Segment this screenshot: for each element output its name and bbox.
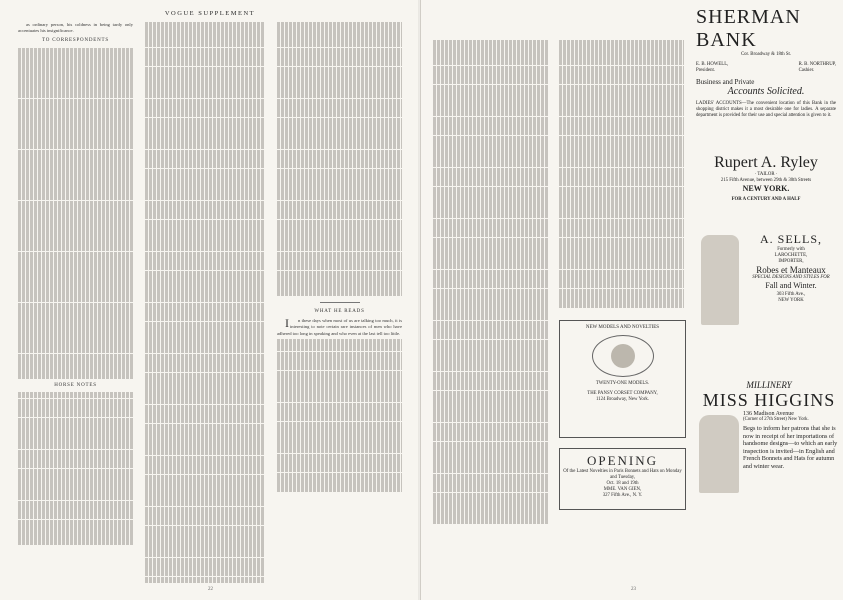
sherman-president: E. B. HOWELL, President. <box>696 62 729 73</box>
column-1 <box>18 22 133 545</box>
sherman-subtitle: Business and Private <box>696 78 755 86</box>
right-column-1 <box>433 40 548 525</box>
column-2 <box>145 22 265 583</box>
sells-line1: Formerly with <box>777 247 805 252</box>
sells-city: NEW YORK <box>778 298 804 303</box>
sherman-accounts: Accounts Solicited. <box>727 86 805 97</box>
novelties-title: NEW MODELS AND NOVELTIES <box>585 325 660 330</box>
novelties-company: THE PANSY CORSET COMPANY, <box>587 391 658 396</box>
opening-ad <box>559 448 686 510</box>
sells-line4: Robes et Manteaux <box>756 265 826 275</box>
ryley-city: NEW YORK. <box>742 184 790 193</box>
heading-horse-notes: HORSE NOTES <box>54 382 97 388</box>
opening-line2: Oct. 18 and 19th <box>606 481 639 486</box>
opening-line1: Of the Latest Novelties in Paris Bonnets and Hats on Monday and Tuesday, <box>563 469 682 480</box>
sherman-title: SHERMAN BANK <box>696 6 801 51</box>
higgins-ad <box>699 380 839 493</box>
novelties-address: 1124 Broadway, New York. <box>595 397 650 402</box>
sherman-bank-ad <box>696 6 836 119</box>
higgins-text: Begs to inform her patrons that she is now in receipt of her importations of handsome designs—to which an early inspection is invited—in English and French Bonnets and Hats for autumn and winter wear. <box>743 425 838 470</box>
sherman-cashier: R. B. NORTHRUP, Cashier. <box>798 62 836 73</box>
sells-line2: LAROCHETTE, <box>774 253 808 258</box>
ryley-trade: · TAILOR · <box>754 172 778 177</box>
heading-to-correspondents: TO CORRESPONDENTS <box>42 38 109 44</box>
hat-illustration <box>699 415 739 493</box>
sells-ad <box>743 232 839 304</box>
right-page <box>421 0 843 600</box>
sells-address: 303 Fifth Ave., <box>776 292 806 297</box>
column-3 <box>277 22 402 492</box>
sells-line6: Fall and Winter. <box>765 281 817 290</box>
sells-line3: IMPORTER, <box>778 259 804 264</box>
what-he-reads-start: In these days when most of us are talking too much, it is interesting to note certain rare instances of men who have adhered too long in speaking and who even at the last tell too little. <box>277 316 402 336</box>
heading-what-he-reads: WHAT HE READS <box>314 308 365 314</box>
higgins-label: MILLINERY <box>746 380 792 390</box>
higgins-sub: (Corner of 27th Street) New York. <box>743 417 809 422</box>
opening-title: OPENING <box>586 453 659 468</box>
opening-address: 327 Fifth Ave., N. Y. <box>602 493 643 498</box>
sells-line5: SPECIAL DESIGNS AND STYLES FOR <box>752 275 830 280</box>
novelties-ad <box>559 320 686 438</box>
opening-name: MME. VAN GIEN, <box>603 487 642 492</box>
ryley-ad <box>696 154 836 203</box>
sells-name: A. SELLS, <box>759 232 822 246</box>
right-column-2 <box>559 40 684 308</box>
running-head: VOGUE SUPPLEMENT <box>164 10 256 17</box>
ryley-name: Rupert A. Ryley <box>714 154 818 171</box>
right-page-number: 23 <box>631 587 636 592</box>
ryley-tagline: FOR A CENTURY AND A HALF <box>731 197 801 202</box>
novelties-tag: TWENTY-ONE MODELS. <box>595 381 650 386</box>
higgins-name: MISS HIGGINS <box>702 390 836 410</box>
ryley-address: 215 Fifth Avenue, between 29th & 30th Streets <box>720 178 812 183</box>
pansy-flower-icon <box>611 344 635 368</box>
left-page-number: 22 <box>208 587 213 592</box>
pansy-emblem <box>592 335 654 377</box>
intro-text: as ordinary person, his coldness in being tardy only accentuates his insignificance. <box>18 22 133 34</box>
fashion-figure-illustration <box>701 235 739 325</box>
sherman-address: Cor. Broadway & 18th St. <box>740 52 792 57</box>
sherman-body: LADIES' ACCOUNTS—The convenient location of this Bank in the shopping district makes it a most desirable one for ladies. A separate department is provided for their use and special attention is given to it. <box>696 101 836 118</box>
left-page <box>0 0 421 600</box>
higgins-address: 136 Madison Avenue <box>743 411 794 417</box>
